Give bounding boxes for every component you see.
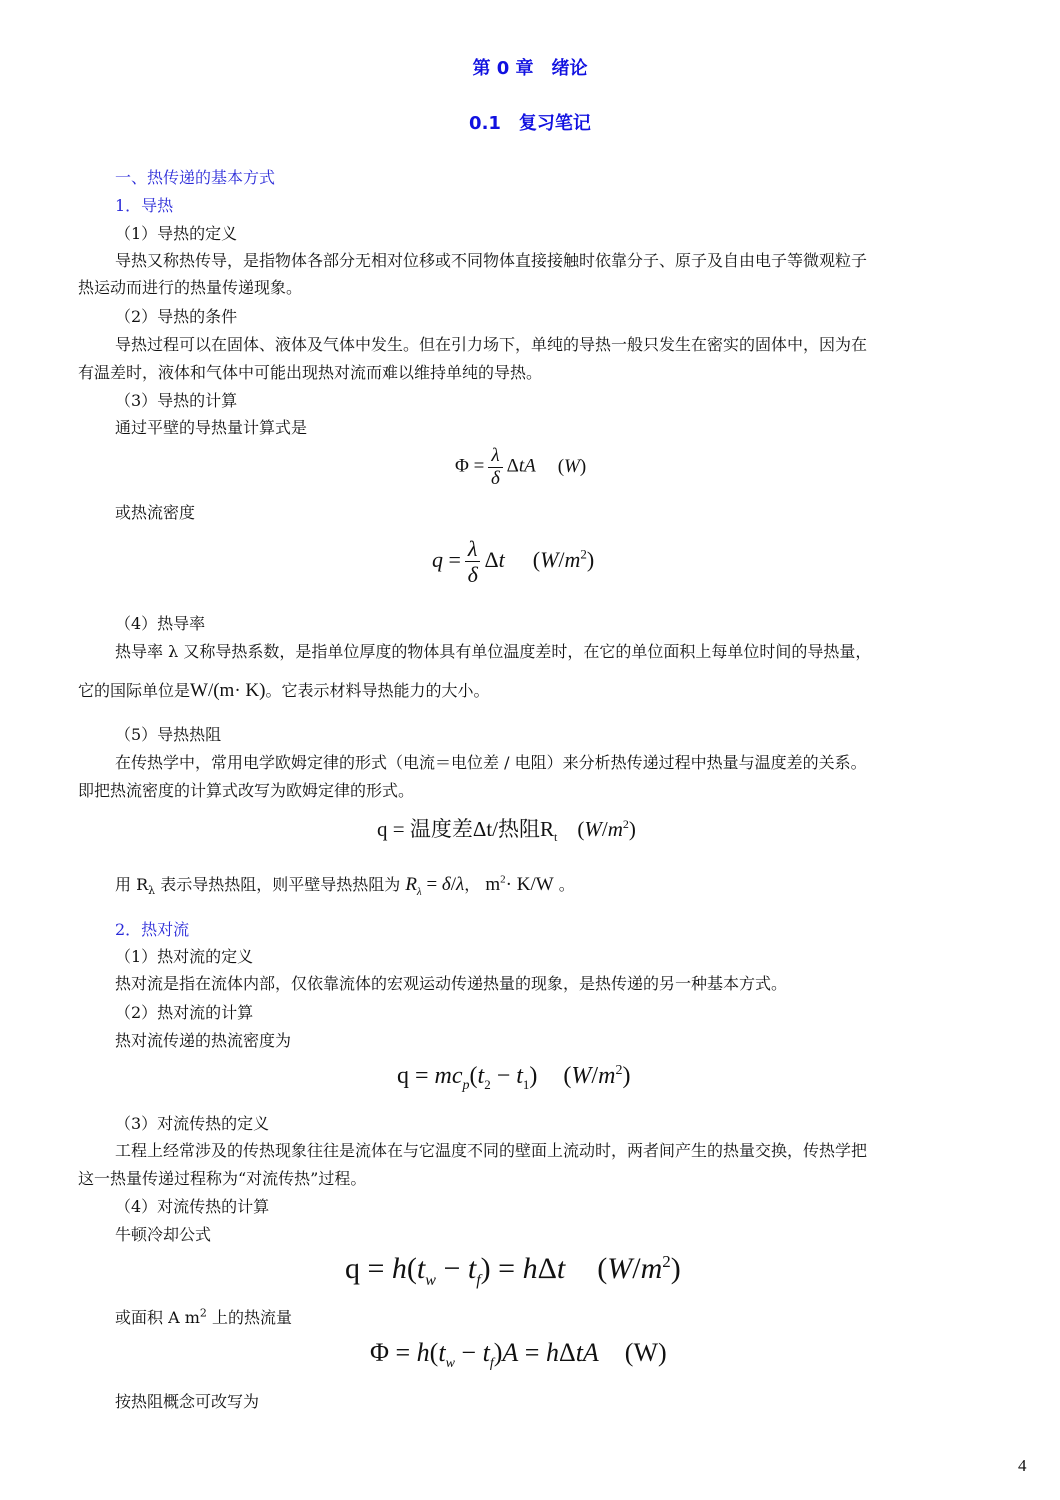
paragraph-line: 即把热流密度的计算式改写为欧姆定律的形式。 [78, 781, 415, 800]
formula-ohm-form: q = 温度差Δt/热阻$R_t$ $(W/m^2)$ [377, 817, 636, 845]
formula-convection-flux: $q = mc_p(t_2 - t_1)$ $(W/m^2)$ [397, 1063, 631, 1093]
paragraph-line [78, 678, 489, 702]
convection-calc-heading: （2）热对流的计算 [115, 1003, 254, 1022]
paragraph-line: 热导率 λ 又称导热系数，是指单位厚度的物体具有单位温度差时，在它的单位面积上每单位时间的导热量， [115, 642, 872, 661]
part-heading: 一、热传递的基本方式 [115, 168, 276, 187]
convection-definition-heading: （1）热对流的定义 [115, 947, 254, 966]
resistance-unit: $m^2\cdot K/W$ [485, 873, 554, 895]
paragraph-line: 有温差时，液体和气体中可能出现热对流而难以维持单纯的导热。 [78, 363, 543, 382]
formula-heat-flow: Φ = $\frac{\lambda}{\delta}$ ΔtA (W) [455, 445, 587, 489]
formula-area-heat-flow: $\Phi = h(t_w - t_f)A = h\Delta tA$ (W) [370, 1338, 667, 1372]
paragraph-line: 工程上经常涉及的传热现象往往是流体在与它温度不同的壁面上流动时，两者间产生的热量交换，传热学把 [115, 1141, 868, 1160]
paragraph-line: 热对流传递的热流密度为 [115, 1031, 292, 1050]
chapter-title: 第 0 章 绪论 [472, 58, 588, 79]
conduction-calc-heading: （3）导热的计算 [115, 391, 238, 410]
text-fragment: ， [464, 875, 481, 894]
formula-newton-cooling: $q = h(t_w - t_f) = h\Delta t$ $(W/m^2)$ [345, 1252, 681, 1289]
paragraph-line: 牛顿冷却公式 [115, 1225, 212, 1244]
paragraph-line: 在传热学中，常用电学欧姆定律的形式（电流＝电位差 / 电阻）来分析热传递过程中热量与温度差的关系。 [115, 753, 867, 772]
text-fragment: 表示导热热阻，则平壁导热热阻为 [155, 875, 401, 894]
conduction-definition-heading: （1）导热的定义 [115, 224, 238, 243]
paragraph-line: 按热阻概念可改写为 [115, 1392, 260, 1411]
text-fragment: 或面积 A m [115, 1308, 200, 1327]
text-subscript: λ [148, 884, 156, 898]
convective-heat-transfer-heading: （3）对流传热的定义 [115, 1114, 270, 1133]
paragraph-line: 这一热量传递过程称为“对流传热”过程。 [78, 1169, 367, 1188]
conduction-heading: 1．导热 [115, 196, 174, 215]
thermal-resistance-heading: （5）导热热阻 [115, 725, 222, 744]
page-number: 4 [1018, 1456, 1027, 1475]
text-fragment: 用 R [115, 875, 149, 894]
paragraph-line: 或热流密度 [115, 503, 196, 522]
convective-calc-heading: （4）对流传热的计算 [115, 1197, 270, 1216]
paragraph-line: 导热过程可以在固体、液体及气体中发生。但在引力场下，单纯的导热一般只发生在密实的固体中，因为在 [115, 335, 868, 354]
unit-formula: W/(m· K) [190, 680, 266, 701]
conduction-condition-heading: （2）导热的条件 [115, 307, 238, 326]
text-fragment: 它的国际单位是 [78, 681, 191, 700]
convection-heading: 2．热对流 [115, 920, 190, 939]
formula-heat-flux: q = $\frac{\lambda}{\delta}$ Δt $(W/m^2)$ [432, 536, 595, 588]
text-fragment: 。它表示材料导热能力的大小。 [265, 681, 490, 700]
paragraph-line: 用 $R_\lambda$ 表示导热热阻，则平壁导热热阻为 $R_\lambda = \delta/\lambda$， $m^2\cdot K/W$ 。 [115, 873, 575, 898]
paragraph-line: 热对流是指在流体内部，仅依靠流体的宏观运动传递热量的现象，是热传递的另一种基本方式。 [115, 974, 788, 993]
conductivity-heading: （4）热导率 [115, 614, 206, 633]
resistance-formula: $R_\lambda = \delta/\lambda$ [405, 874, 465, 898]
paragraph-line: 通过平壁的导热量计算式是 [115, 418, 308, 437]
formula-subscript: t [554, 830, 558, 845]
paragraph-line: 或面积 A $m^2$ 上的热流量 [115, 1306, 292, 1327]
section-title: 0.1 复习笔记 [469, 113, 591, 134]
paragraph-line: 热运动而进行的热量传递现象。 [78, 278, 303, 297]
paragraph-line: 导热又称热传导，是指物体各部分无相对位移或不同物体直接接触时依靠分子、原子及自由电子等微观粒子 [115, 251, 868, 270]
formula-text: q = 温度差Δt/热阻R [377, 817, 555, 841]
text-fragment: 上的热流量 [206, 1308, 292, 1327]
